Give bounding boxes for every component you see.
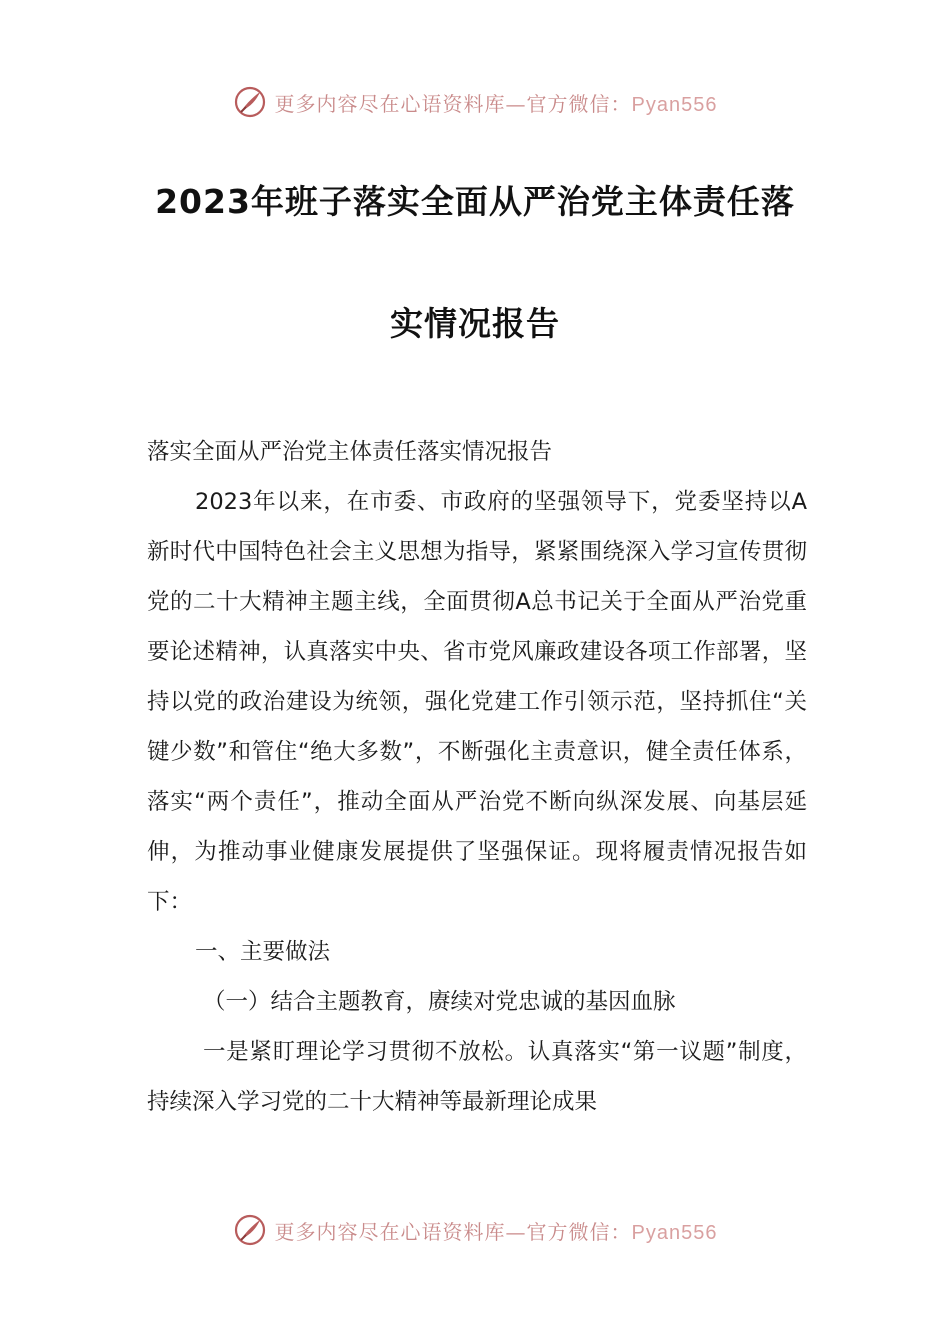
quill-pen-icon xyxy=(233,85,267,119)
subsection-heading: （一）结合主题教育，赓续对党忠诚的基因血脉 xyxy=(203,989,676,1015)
watermark-header xyxy=(0,82,950,122)
page-title-line-2: 实情况报告 xyxy=(390,304,560,343)
watermark-text: 更多内容尽在心语资料库—官方微信：Pyan556 xyxy=(274,1219,718,1244)
watermark-footer xyxy=(0,1210,950,1250)
intro-paragraph: 2023年以来，在市委、市政府的坚强领导下，党委坚持以A新时代中国特色社会主义思想为指导，紧紧围绕深入学习宣传贯彻党的二十大精神主题主线，全面贯彻A总书记关于全面从严治党重要论述精神，认真落实中央、省市党风廉政建设各项工作部署，坚持以党的政治建设为统领，强化党建工作引领示范，坚持抓住“关键少数”和管住“绝大多数”，不断强化主责意识，健全责任体系，落实“两个责任”，推动全面从严治党不断向纵深发展、向基层延伸，为推动事业健康发展提供了坚强保证。现将履责情况报告如下： xyxy=(147,489,807,915)
page-title-line-1: 2023年班子落实全面从严治党主体责任落 xyxy=(155,182,795,221)
document-body xyxy=(147,427,807,1127)
quill-pen-icon xyxy=(233,1213,267,1247)
section-heading: 一、主要做法 xyxy=(195,939,331,965)
watermark-id: Pyan556 xyxy=(631,1221,718,1244)
watermark-text: 更多内容尽在心语资料库—官方微信：Pyan556 xyxy=(274,91,718,116)
point-paragraph: 一是紧盯理论学习贯彻不放松。认真落实“第一议题”制度，持续深入学习党的二十大精神等最新理论成果 xyxy=(147,1039,807,1115)
watermark-id: Pyan556 xyxy=(631,93,718,116)
document-subtitle: 落实全面从严治党主体责任落实情况报告 xyxy=(147,439,553,465)
